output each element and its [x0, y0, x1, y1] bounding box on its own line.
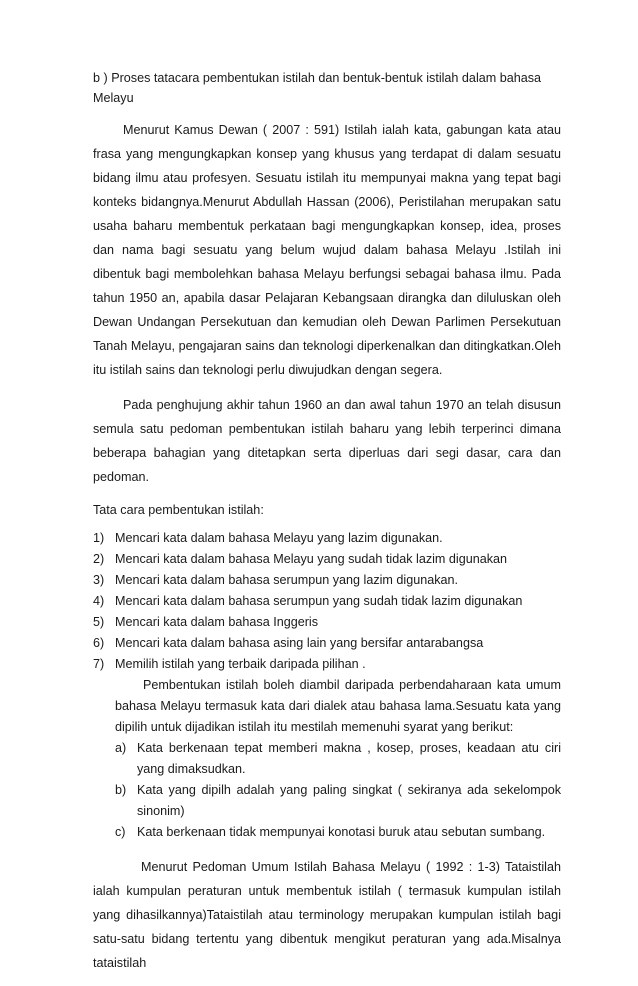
spacer: [93, 845, 561, 855]
list-item: c) Kata berkenaan tidak mempunyai konotasi buruk atau sebutan sumbang.: [115, 825, 546, 839]
list-item: b) Kata yang dipilh adalah yang paling singkat ( sekiranya ada sekelompok sinonim): [115, 783, 561, 818]
section-heading: b ) Proses tatacara pembentukan istilah dan bentuk-bentuk istilah dalam bahasa Melayu: [93, 71, 542, 105]
list-title: Tata cara pembentukan istilah:: [93, 503, 264, 517]
paragraph-definition: Menurut Kamus Dewan ( 2007 : 591) Istilah ialah kata, gabungan kata atau frasa yang mengungkapkan konsep yang khusus yang terdapat di dalam sesuatu bidang ilmu atau profesyen. Sesuatu istilah itu mempunyai makna yang tepat bagi konteks bidangnya.Menurut Abdullah Hassan (2006), Peristilahan merupakan satu usaha baharu membentuk perkataan bagi mengungkapkan konsep, idea, proses dan nama bagi sesuatu yang belum wujud dalam bahasa Melayu .Istilah ini dibentuk bagi membolehkan bahasa Melayu berfungsi sebagai bahasa ilmu. Pada tahun 1950 an, apabila dasar Pelajaran Kebangsaan dirangka dan diluluskan oleh Dewan Undangan Persekutuan dan kemudian oleh Dewan Parlimen Persekutuan Tanah Melayu, pengajaran sains dan teknologi diperkenalkan dan ditingkatkan.Oleh itu istilah sains dan teknologi perlu diwujudkan dengan segera.: [93, 123, 561, 377]
list-item: a) Kata berkenaan tepat memberi makna , kosep, proses, keadaan atu ciri yang dimaksudkan.: [115, 741, 561, 776]
paragraph-history: Pada penghujung akhir tahun 1960 an dan awal tahun 1970 an telah disusun semula satu pedoman pembentukan istilah baharu yang lebih terperinci dimana beberapa bahagian yang ditetapkan serta diperluas dari segi dasar, cara dan pedoman.: [93, 398, 561, 484]
criteria-intro: Pembentukan istilah boleh diambil daripada perbendaharaan kata umum bahasa Melayu termasuk kata dari dialek atau bahasa lama.Sesuatu kata yang dipilih untuk dijadikan istilah itu mestilah memenuhi syarat yang berikut:: [115, 678, 561, 734]
criteria-list: [115, 738, 561, 843]
list-item: 2) Mencari kata dalam bahasa Melayu yang sudah tidak lazim digunakan: [93, 552, 508, 566]
list-item: 7) Memilih istilah yang terbaik daripada pilihan .: [93, 657, 366, 671]
criteria-block: [115, 675, 561, 843]
list-item: 5) Mencari kata dalam bahasa Inggeris: [93, 615, 319, 629]
list-item: 3) Mencari kata dalam bahasa serumpun yang lazim digunakan.: [93, 573, 459, 587]
steps-list: [93, 528, 561, 675]
paragraph-tataistilah: Menurut Pedoman Umum Istilah Bahasa Melayu ( 1992 : 1-3) Tataistilah ialah kumpulan peraturan untuk membentuk istilah ( termasuk kumpulan istilah yang dihasilkannya)Tataistilah atau terminology merupakan kumpulan istilah bagi satu-satu bidang tertentu yang dibentuk mengikut peraturan yang ada.Misalnya tataistilah: [93, 860, 561, 970]
list-item: 6) Mencari kata dalam bahasa asing lain yang bersifar antarabangsa: [93, 636, 484, 650]
document-page: [93, 68, 561, 986]
list-item: 4) Mencari kata dalam bahasa serumpun yang sudah tidak lazim digunakan: [93, 594, 523, 608]
list-item: 1) Mencari kata dalam bahasa Melayu yang lazim digunakan.: [93, 531, 443, 545]
